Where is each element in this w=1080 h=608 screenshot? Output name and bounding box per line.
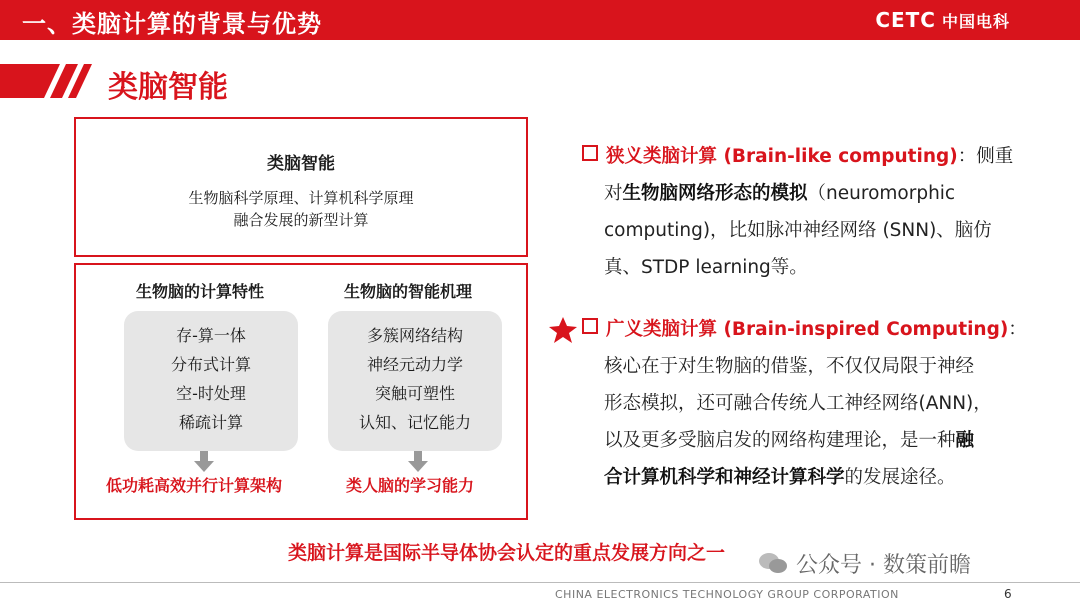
narrow-text: ：侧重 bbox=[957, 146, 1014, 167]
narrow-text: 对 bbox=[604, 183, 623, 204]
left-item: 分布式计算 bbox=[170, 355, 251, 374]
broad-text: 以及更多受脑启发的网络构建理论，是一种 bbox=[604, 430, 956, 451]
page-title: 一、类脑计算的背景与优势 bbox=[22, 10, 322, 38]
right-result: 类人脑的学习能力 bbox=[346, 476, 475, 495]
narrow-text: computing)，比如脉冲神经网络 (SNN)、脑仿 bbox=[604, 220, 992, 241]
box1-line1: 生物脑科学原理、计算机科学原理 bbox=[188, 189, 414, 207]
logo-cn: 中国电科 bbox=[941, 12, 1010, 31]
wechat-icon bbox=[758, 552, 788, 574]
left-item: 空-时处理 bbox=[176, 384, 246, 403]
narrow-definition bbox=[582, 138, 1032, 286]
right-item: 神经元动力学 bbox=[366, 355, 463, 374]
header-bar bbox=[0, 0, 1080, 40]
bullet-square-icon bbox=[582, 318, 598, 334]
left-column-title: 生物脑的计算特性 bbox=[136, 282, 265, 301]
narrow-text: 真、STDP learning等。 bbox=[604, 257, 808, 278]
footer-company: CHINA ELECTRONICS TECHNOLOGY GROUP CORPORATION bbox=[555, 588, 899, 601]
right-feature-panel bbox=[328, 311, 502, 451]
bottom-statement: 类脑计算是国际半导体协会认定的重点发展方向之一 bbox=[288, 542, 726, 564]
brain-intelligence-box bbox=[74, 117, 528, 257]
footer-divider bbox=[0, 582, 1080, 583]
left-item: 存-算一体 bbox=[176, 326, 246, 345]
right-item: 多簇网络结构 bbox=[366, 326, 463, 345]
broad-text: 形态模拟，还可融合传统人工神经网络(ANN)， bbox=[604, 393, 992, 414]
right-item: 认知、记忆能力 bbox=[358, 413, 471, 432]
left-result: 低功耗高效并行计算架构 bbox=[106, 476, 283, 495]
broad-text: ： bbox=[1008, 319, 1027, 340]
title-stripe-icon bbox=[0, 64, 120, 98]
bullet-square-icon bbox=[582, 145, 598, 161]
box1-title: 类脑智能 bbox=[267, 154, 335, 174]
broad-heading: 广义类脑计算 (Brain-inspired Computing) bbox=[606, 319, 1009, 340]
watermark-text: 公众号 · 数策前瞻 bbox=[796, 553, 971, 578]
down-arrow-icon bbox=[408, 451, 428, 473]
broad-emphasis: 合计算机科学和神经计算科学 bbox=[604, 467, 845, 488]
star-icon bbox=[548, 316, 578, 344]
narrow-text: （neuromorphic bbox=[807, 183, 956, 204]
broad-text: 核心在于对生物脑的借鉴，不仅仅局限于神经 bbox=[604, 356, 975, 377]
right-column-title: 生物脑的智能机理 bbox=[344, 282, 473, 301]
cetc-logo bbox=[875, 8, 1010, 32]
box1-line2: 融合发展的新型计算 bbox=[233, 211, 369, 229]
characteristics-box bbox=[74, 263, 528, 520]
logo-text: CETC bbox=[875, 8, 936, 32]
down-arrow-icon bbox=[194, 451, 214, 473]
right-item: 突触可塑性 bbox=[374, 384, 455, 403]
narrow-emphasis: 生物脑网络形态的模拟 bbox=[622, 183, 808, 204]
left-feature-panel bbox=[124, 311, 298, 451]
section-subtitle: 类脑智能 bbox=[108, 70, 228, 105]
left-item: 稀疏计算 bbox=[178, 413, 243, 432]
broad-emphasis: 融 bbox=[955, 430, 975, 451]
broad-text: 的发展途径。 bbox=[844, 467, 956, 488]
broad-definition bbox=[582, 311, 1042, 496]
page-number: 6 bbox=[1004, 587, 1012, 601]
box1-description bbox=[76, 187, 526, 231]
narrow-heading: 狭义类脑计算 (Brain-like computing) bbox=[606, 146, 958, 167]
